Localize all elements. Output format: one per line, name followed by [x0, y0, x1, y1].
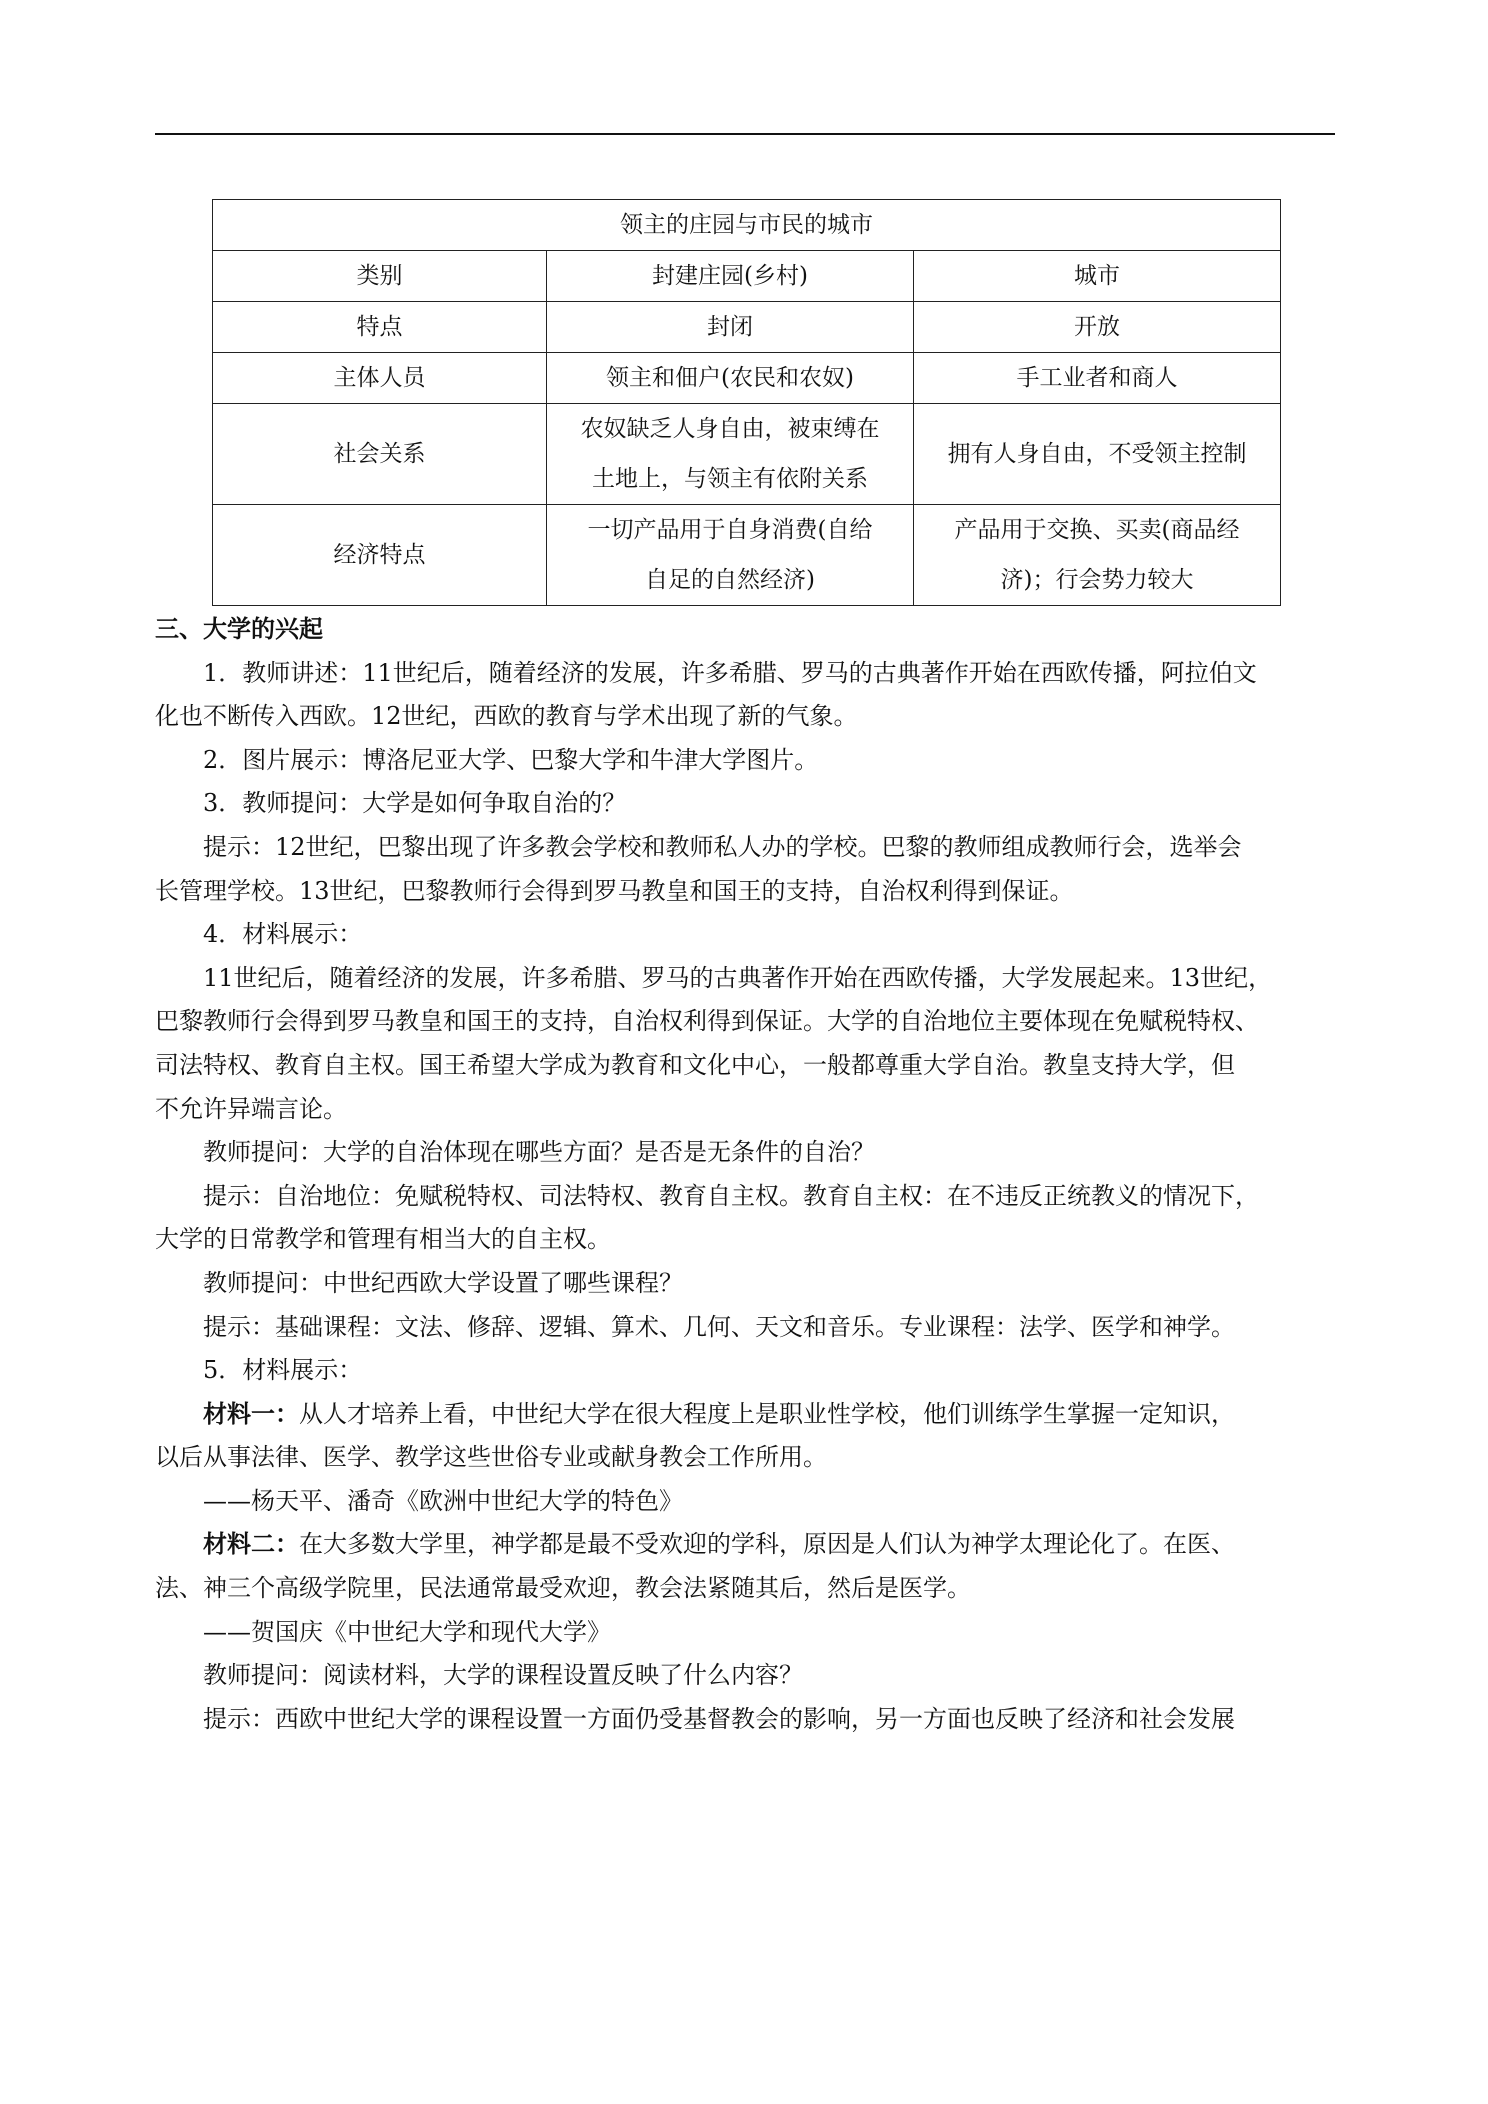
section-heading: 三、大学的兴起 [155, 615, 323, 643]
cell-city-social: 拥有人身自由，不受领主控制 [914, 404, 1281, 505]
paragraph-line: 教师提问：大学的自治体现在哪些方面？是否是无条件的自治？ [203, 1138, 875, 1167]
paragraph-line: 大学的日常教学和管理有相当大的自主权。 [155, 1225, 611, 1254]
cell-line: 一切产品用于自身消费(自给 [587, 517, 873, 543]
cell-manor-features: 封闭 [547, 302, 914, 353]
row-label-social: 社会关系 [213, 404, 547, 505]
paragraph-line: 4．材料展示： [203, 920, 363, 949]
paragraph-line: 2．图片展示：博洛尼亚大学、巴黎大学和牛津大学图片。 [203, 745, 819, 774]
cell-manor-economy [547, 505, 914, 606]
material-one-source: ——杨天平、潘奇《欧洲中世纪大学的特色》 [203, 1486, 683, 1515]
cell-line: 自足的自然经济) [645, 567, 815, 593]
paragraph-line: 提示：自治地位：免赋税特权、司法特权、教育自主权。教育自主权：在不违反正统教义的情况下， [203, 1181, 1259, 1210]
cell-line: 产品用于交换、买卖(商品经 [954, 517, 1240, 543]
paragraph-line: 3．教师提问：大学是如何争取自治的？ [203, 789, 627, 818]
comparison-table [212, 199, 1281, 606]
material-two-text: 在大多数大学里，神学都是最不受欢迎的学科，原因是人们认为神学太理论化了。在医、 [299, 1530, 1235, 1559]
cell-manor-social [547, 404, 914, 505]
final-question: 教师提问：阅读材料，大学的课程设置反映了什么内容？ [203, 1661, 803, 1690]
table-title: 领主的庄园与市民的城市 [213, 200, 1281, 251]
paragraph-line: 以后从事法律、医学、教学这些世俗专业或献身教会工作所用。 [155, 1443, 827, 1472]
paragraph-line: 巴黎教师行会得到罗马教皇和国王的支持，自治权利得到保证。大学的自治地位主要体现在免赋税特权、 [155, 1007, 1259, 1036]
paragraph-line: 不允许异端言论。 [155, 1094, 347, 1123]
cell-city-economy [914, 505, 1281, 606]
header-rule [155, 133, 1335, 135]
paragraph-line: 长管理学校。13世纪，巴黎教师行会得到罗马教皇和国王的支持，自治权利得到保证。 [155, 876, 1074, 905]
paragraph-line: 5．材料展示： [203, 1356, 363, 1385]
row-label-features: 特点 [213, 302, 547, 353]
cell-line: 农奴缺乏人身自由，被束缚在 [580, 416, 880, 442]
paragraph-line: 1．教师讲述：11世纪后，随着经济的发展，许多希腊、罗马的古典著作开始在西欧传播，阿拉伯文 [203, 658, 1257, 687]
paragraph-line: 教师提问：中世纪西欧大学设置了哪些课程？ [203, 1268, 683, 1297]
material-two [155, 1523, 1335, 1567]
paragraph-line: 11世纪后，随着经济的发展，许多希腊、罗马的古典著作开始在西欧传播，大学发展起来。13世纪， [203, 963, 1273, 992]
paragraph-line: 司法特权、教育自主权。国王希望大学成为教育和文化中心，一般都尊重大学自治。教皇支持大学，但 [155, 1050, 1235, 1079]
cell-city-features: 开放 [914, 302, 1281, 353]
row-label-people: 主体人员 [213, 353, 547, 404]
header-city: 城市 [914, 251, 1281, 302]
material-two-source: ——贺国庆《中世纪大学和现代大学》 [203, 1617, 611, 1646]
section-content [155, 608, 1335, 1741]
cell-line: 济)；行会势力较大 [1000, 567, 1194, 593]
header-manor: 封建庄园(乡村) [547, 251, 914, 302]
cell-manor-people: 领主和佃户(农民和农奴) [547, 353, 914, 404]
final-hint: 提示：西欧中世纪大学的课程设置一方面仍受基督教会的影响，另一方面也反映了经济和社会发展 [203, 1704, 1235, 1733]
cell-city-people: 手工业者和商人 [914, 353, 1281, 404]
material-one-label: 材料一： [203, 1399, 299, 1428]
paragraph-line: 提示：12世纪，巴黎出现了许多教会学校和教师私人办的学校。巴黎的教师组成教师行会，选举会 [203, 832, 1242, 861]
paragraph-line: 法、神三个高级学院里，民法通常最受欢迎，教会法紧随其后，然后是医学。 [155, 1574, 971, 1603]
paragraph-line: 化也不断传入西欧。12世纪，西欧的教育与学术出现了新的气象。 [155, 702, 858, 731]
header-category: 类别 [213, 251, 547, 302]
cell-line: 土地上，与领主有依附关系 [592, 466, 868, 492]
row-label-economy: 经济特点 [213, 505, 547, 606]
material-one-text: 从人才培养上看，中世纪大学在很大程度上是职业性学校，他们训练学生掌握一定知识， [299, 1399, 1235, 1428]
paragraph-line: 提示：基础课程：文法、修辞、逻辑、算术、几何、天文和音乐。专业课程：法学、医学和神学。 [203, 1312, 1235, 1341]
material-one [155, 1393, 1335, 1437]
material-two-label: 材料二： [203, 1530, 299, 1559]
